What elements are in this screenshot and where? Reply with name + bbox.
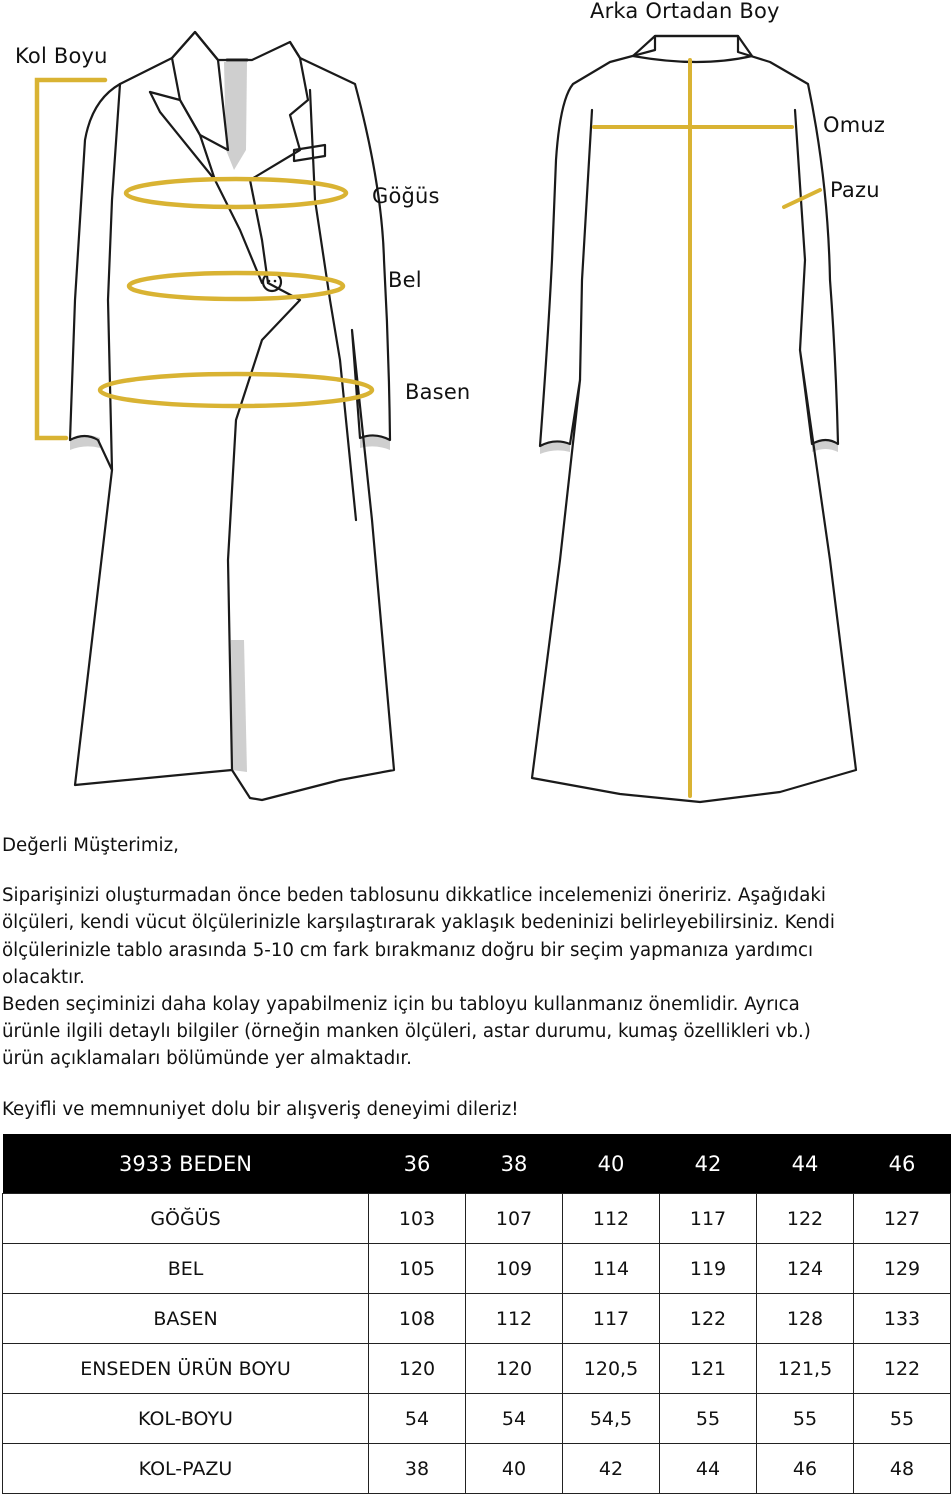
kol-boyu-label: Kol Boyu bbox=[15, 44, 108, 68]
header-cell: 44 bbox=[757, 1134, 854, 1194]
size-table-header bbox=[3, 1134, 951, 1194]
gogus-label: Göğüs bbox=[372, 184, 440, 208]
basen-measure-ellipse bbox=[100, 374, 372, 406]
arka-ortadan-boy-label: Arka Ortadan Boy bbox=[590, 0, 780, 23]
back-seam-left bbox=[580, 110, 592, 380]
front-seam-left bbox=[108, 84, 120, 470]
front-neck-lining bbox=[224, 62, 247, 170]
table-cell: 48 bbox=[854, 1444, 951, 1494]
bel-measure-ellipse bbox=[129, 273, 343, 299]
table-row bbox=[3, 1344, 951, 1394]
table-cell: 105 bbox=[369, 1244, 466, 1294]
omuz-label: Omuz bbox=[823, 113, 886, 137]
table-row bbox=[3, 1444, 951, 1494]
table-cell: 54 bbox=[369, 1394, 466, 1444]
header-cell: 42 bbox=[660, 1134, 757, 1194]
table-cell: 54 bbox=[466, 1394, 563, 1444]
table-row bbox=[3, 1394, 951, 1444]
table-cell: 38 bbox=[369, 1444, 466, 1494]
back-collar bbox=[633, 36, 752, 62]
row-label: KOL-BOYU bbox=[3, 1394, 369, 1444]
note-line: ürünle ilgili detaylı bilgiler (örneğin manken ölçüleri, astar durumu, kumaş özellikleri vb.) bbox=[2, 1021, 811, 1043]
table-cell: 114 bbox=[563, 1244, 660, 1294]
table-cell: 122 bbox=[757, 1194, 854, 1244]
note-line: ölçülerinizle tablo arasında 5-10 cm fark bırakmanız doğru bir seçim yapmanıza yardımcı bbox=[2, 939, 814, 961]
pazu-label: Pazu bbox=[830, 178, 880, 202]
front-lapel-right bbox=[250, 42, 308, 283]
table-cell: 119 bbox=[660, 1244, 757, 1294]
table-cell: 124 bbox=[757, 1244, 854, 1294]
table-cell: 55 bbox=[660, 1394, 757, 1444]
note-line: Beden seçiminizi daha kolay yapabilmeniz için bu tabloyu kullanmanız önemlidir. Ayrıca bbox=[2, 994, 800, 1016]
front-seam-right bbox=[310, 90, 356, 520]
table-cell: 117 bbox=[660, 1194, 757, 1244]
closing-text: Keyifli ve memnuniyet dolu bir alışveriş deneyimi dileriz! bbox=[2, 1098, 519, 1120]
table-cell: 54,5 bbox=[563, 1394, 660, 1444]
note-line: olacaktır. bbox=[2, 966, 85, 988]
front-collar bbox=[172, 32, 228, 150]
table-cell: 108 bbox=[369, 1294, 466, 1344]
customer-note bbox=[2, 832, 947, 1123]
note-line: Siparişinizi oluşturmadan önce beden tablosunu dikkatlice incelemenizi öneririz. Aşağıdaki bbox=[2, 885, 826, 907]
table-cell: 44 bbox=[660, 1444, 757, 1494]
header-cell: 38 bbox=[466, 1134, 563, 1194]
table-cell: 40 bbox=[466, 1444, 563, 1494]
table-cell: 121,5 bbox=[757, 1344, 854, 1394]
table-cell: 55 bbox=[854, 1394, 951, 1444]
table-cell: 107 bbox=[466, 1194, 563, 1244]
table-cell: 112 bbox=[563, 1194, 660, 1244]
note-line: ölçüleri, kendi vücut ölçülerinizle karşılaştırarak yaklaşık bedeninizi belirleyebilirsiniz. Kendi bbox=[2, 912, 835, 934]
header-cell: 3933 BEDEN bbox=[3, 1134, 369, 1194]
size-table bbox=[2, 1134, 951, 1494]
back-measurements bbox=[594, 60, 820, 796]
back-seam-right bbox=[795, 110, 805, 350]
table-cell: 127 bbox=[854, 1194, 951, 1244]
table-cell: 55 bbox=[757, 1394, 854, 1444]
row-label: GÖĞÜS bbox=[3, 1194, 369, 1244]
table-cell: 129 bbox=[854, 1244, 951, 1294]
table-cell: 120 bbox=[466, 1344, 563, 1394]
note-line: ürün açıklamaları bölümünde yer almaktadır. bbox=[2, 1048, 412, 1070]
back-outline bbox=[532, 36, 856, 802]
row-label: BEL bbox=[3, 1244, 369, 1294]
table-row bbox=[3, 1244, 951, 1294]
header-cell: 46 bbox=[854, 1134, 951, 1194]
row-label: KOL-PAZU bbox=[3, 1444, 369, 1494]
bel-label: Bel bbox=[388, 268, 422, 292]
header-cell: 36 bbox=[369, 1134, 466, 1194]
row-label: BASEN bbox=[3, 1294, 369, 1344]
coat-back-view bbox=[532, 36, 856, 802]
table-cell: 120,5 bbox=[563, 1344, 660, 1394]
row-label: ENSEDEN ÜRÜN BOYU bbox=[3, 1344, 369, 1394]
header-cell: 40 bbox=[563, 1134, 660, 1194]
table-cell: 122 bbox=[854, 1344, 951, 1394]
gogus-measure-ellipse bbox=[126, 179, 346, 207]
table-row bbox=[3, 1194, 951, 1244]
table-cell: 109 bbox=[466, 1244, 563, 1294]
coat-front-view bbox=[70, 32, 394, 800]
greeting-text: Değerli Müşterimiz, bbox=[2, 835, 179, 856]
basen-label: Basen bbox=[405, 380, 471, 404]
table-cell: 112 bbox=[466, 1294, 563, 1344]
table-cell: 128 bbox=[757, 1294, 854, 1344]
table-row bbox=[3, 1294, 951, 1344]
table-cell: 120 bbox=[369, 1344, 466, 1394]
table-cell: 133 bbox=[854, 1294, 951, 1344]
table-cell: 121 bbox=[660, 1344, 757, 1394]
table-cell: 42 bbox=[563, 1444, 660, 1494]
table-cell: 117 bbox=[563, 1294, 660, 1344]
table-cell: 122 bbox=[660, 1294, 757, 1344]
table-cell: 46 bbox=[757, 1444, 854, 1494]
front-hem-lining bbox=[231, 640, 247, 772]
table-cell: 103 bbox=[369, 1194, 466, 1244]
